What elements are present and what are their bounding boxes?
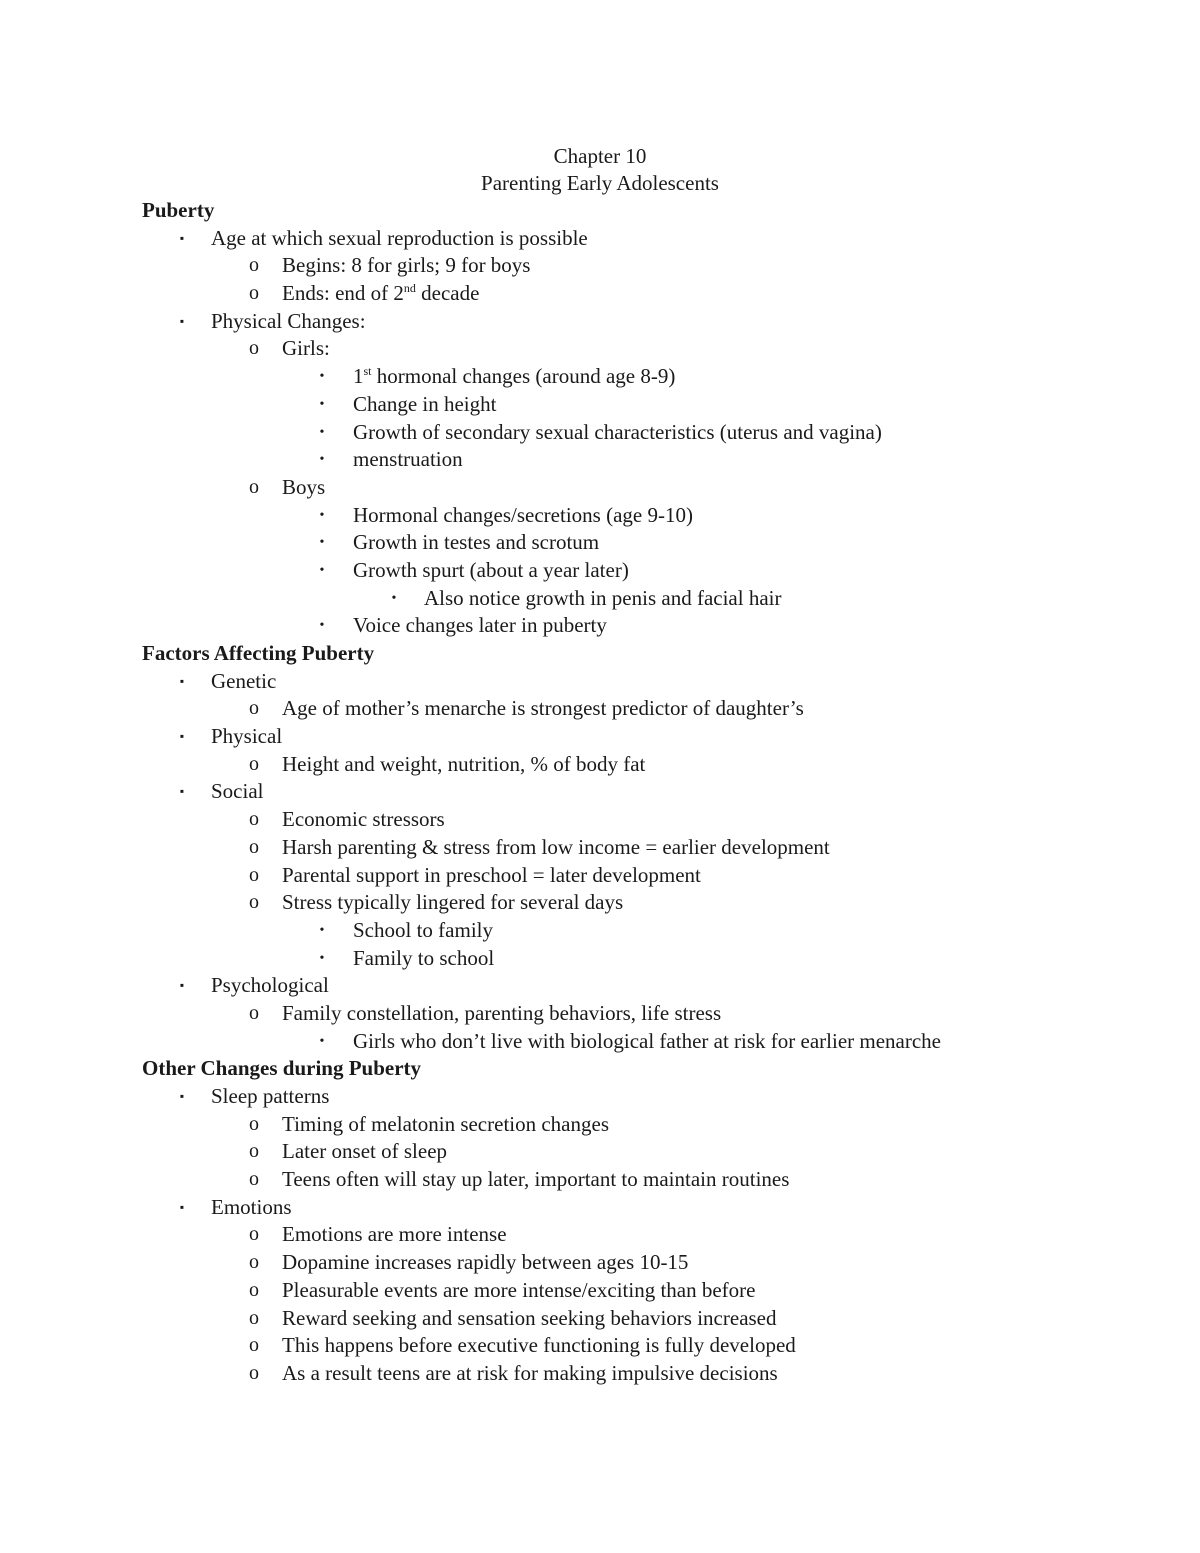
list-item	[0, 723, 1200, 751]
circle-bullet-icon: o	[249, 1251, 259, 1274]
circle-bullet-icon: o	[249, 1223, 259, 1246]
circle-bullet-icon: o	[249, 475, 259, 498]
list-item-text: Economic stressors	[282, 807, 445, 832]
list-item-text: Girls who don’t live with biological father at risk for earlier menarche	[353, 1028, 941, 1053]
chapter-title: Chapter 10	[553, 144, 647, 168]
list-item	[0, 474, 1200, 502]
list-item	[0, 1332, 1200, 1360]
circle-bullet-icon: o	[249, 1168, 259, 1191]
list-item-text: Family constellation, parenting behaviors, life stress	[282, 1000, 722, 1025]
list-item	[0, 778, 1200, 806]
list-item-text: Change in height	[353, 391, 497, 416]
list-item	[0, 1249, 1200, 1277]
list-item-text: Harsh parenting & stress from low income = earlier development	[282, 834, 830, 859]
list-item-text: Psychological	[211, 973, 329, 998]
text-part: Ends: end of 2	[282, 281, 404, 306]
list-item-text: Parental support in preschool = later development	[282, 862, 701, 887]
text-part: decade	[415, 281, 480, 306]
section-heading-row	[0, 197, 1200, 225]
dot-bullet-icon: •	[319, 1033, 325, 1049]
list-item-text: Growth of secondary sexual characteristics (uterus and vagina)	[353, 419, 882, 444]
list-item	[0, 502, 1200, 530]
list-item	[0, 1166, 1200, 1194]
dot-bullet-icon: •	[319, 452, 325, 468]
text-part: 1	[353, 364, 364, 389]
list-item-text: menstruation	[353, 447, 463, 472]
list-item-text: As a result teens are at risk for making impulsive decisions	[282, 1360, 778, 1385]
list-item-text: Later onset of sleep	[282, 1139, 448, 1164]
section-heading-puberty: Puberty	[142, 198, 215, 222]
list-item	[0, 1277, 1200, 1305]
list-item	[0, 446, 1200, 474]
circle-bullet-icon: o	[249, 1278, 259, 1301]
list-item-text: Teens often will stay up later, important to maintain routines	[282, 1167, 790, 1192]
circle-bullet-icon: o	[249, 1361, 259, 1384]
superscript: st	[363, 364, 372, 379]
list-item-text: Genetic	[211, 668, 277, 693]
square-bullet-icon: ▪	[179, 230, 185, 245]
list-item-text: Growth in testes and scrotum	[353, 530, 600, 555]
list-item	[0, 391, 1200, 419]
list-item-text: Dopamine increases rapidly between ages 10-15	[282, 1250, 689, 1275]
list-item-text: Reward seeking and sensation seeking behaviors increased	[282, 1305, 777, 1330]
dot-bullet-icon: •	[319, 535, 325, 551]
square-bullet-icon: ▪	[179, 784, 185, 799]
dot-bullet-icon: •	[319, 396, 325, 412]
list-item-text: Pleasurable events are more intense/exciting than before	[282, 1277, 756, 1302]
list-item-text: Girls:	[282, 336, 330, 361]
list-item-text	[353, 363, 675, 391]
list-item	[0, 751, 1200, 779]
circle-bullet-icon: o	[249, 1334, 259, 1357]
circle-bullet-icon: o	[249, 1112, 259, 1135]
circle-bullet-icon: o	[249, 282, 259, 305]
text-part: hormonal changes (around age 8-9)	[371, 364, 676, 389]
list-item-text: Age of mother’s menarche is strongest predictor of daughter’s	[282, 696, 804, 721]
chapter-subtitle: Parenting Early Adolescents	[481, 171, 719, 195]
list-item-text: Also notice growth in penis and facial hair	[424, 585, 782, 610]
dot-bullet-icon: •	[319, 562, 325, 578]
square-bullet-icon: ▪	[179, 673, 185, 688]
list-item-text: Timing of melatonin secretion changes	[282, 1111, 609, 1136]
list-item-text: Begins: 8 for girls; 9 for boys	[282, 253, 531, 278]
title-block	[0, 143, 1200, 197]
circle-bullet-icon: o	[249, 863, 259, 886]
list-item-text: Physical	[211, 724, 283, 749]
list-item-text: Stress typically lingered for several days	[282, 890, 624, 915]
circle-bullet-icon: o	[249, 254, 259, 277]
square-bullet-icon: ▪	[179, 978, 185, 993]
list-item	[0, 585, 1200, 613]
list-item	[0, 252, 1200, 280]
list-item	[0, 557, 1200, 585]
section-heading-other-changes: Other Changes during Puberty	[142, 1056, 422, 1081]
circle-bullet-icon: o	[249, 835, 259, 858]
dot-bullet-icon: •	[391, 590, 397, 606]
list-item-text: Emotions	[211, 1194, 292, 1219]
list-item-text: Age at which sexual reproduction is possible	[211, 225, 588, 250]
circle-bullet-icon: o	[249, 697, 259, 720]
list-item	[0, 695, 1200, 723]
list-item	[0, 363, 1200, 391]
dot-bullet-icon: •	[319, 369, 325, 385]
list-item-text: Sleep patterns	[211, 1084, 330, 1108]
list-item	[0, 1028, 1200, 1056]
list-item-text: Physical Changes:	[211, 308, 366, 333]
list-item	[0, 612, 1200, 640]
list-item-text: Height and weight, nutrition, % of body fat	[282, 751, 646, 776]
list-item-text: Boys	[282, 474, 326, 499]
list-item	[0, 1083, 1200, 1111]
circle-bullet-icon: o	[249, 808, 259, 831]
outline-content	[0, 197, 1200, 1388]
dot-bullet-icon: •	[319, 507, 325, 523]
list-item	[0, 889, 1200, 917]
list-item-text	[282, 280, 479, 308]
list-item	[0, 335, 1200, 363]
list-item	[0, 834, 1200, 862]
list-item	[0, 1305, 1200, 1333]
list-item	[0, 529, 1200, 557]
list-item-text: Social	[211, 779, 264, 804]
circle-bullet-icon: o	[249, 891, 259, 914]
square-bullet-icon: ▪	[179, 1199, 185, 1214]
list-item	[0, 1194, 1200, 1222]
list-item	[0, 917, 1200, 945]
list-item	[0, 225, 1200, 253]
list-item	[0, 280, 1200, 308]
list-item-text: Growth spurt (about a year later)	[353, 557, 629, 582]
list-item	[0, 862, 1200, 890]
section-heading-factors: Factors Affecting Puberty	[142, 641, 375, 665]
list-item	[0, 1000, 1200, 1028]
list-item	[0, 668, 1200, 696]
list-item	[0, 806, 1200, 834]
list-item	[0, 1221, 1200, 1249]
list-item	[0, 308, 1200, 336]
list-item-text: This happens before executive functioning is fully developed	[282, 1333, 796, 1358]
superscript: nd	[403, 281, 416, 296]
circle-bullet-icon: o	[249, 1001, 259, 1024]
square-bullet-icon: ▪	[179, 1089, 185, 1103]
list-item	[0, 972, 1200, 1000]
list-item-text: Voice changes later in puberty	[353, 613, 607, 638]
list-item	[0, 419, 1200, 447]
dot-bullet-icon: •	[319, 950, 325, 966]
list-item-text: Family to school	[353, 945, 495, 970]
list-item	[0, 1111, 1200, 1139]
list-item-text: Hormonal changes/secretions (age 9-10)	[353, 502, 693, 527]
list-item-text: Emotions are more intense	[282, 1222, 507, 1247]
list-item	[0, 945, 1200, 973]
square-bullet-icon: ▪	[179, 729, 185, 744]
section-heading-row	[0, 640, 1200, 668]
dot-bullet-icon: •	[319, 922, 325, 938]
circle-bullet-icon: o	[249, 1306, 259, 1329]
square-bullet-icon: ▪	[179, 313, 185, 328]
list-item	[0, 1138, 1200, 1166]
list-item	[0, 1360, 1200, 1388]
dot-bullet-icon: •	[319, 618, 325, 634]
list-item-text: School to family	[353, 917, 493, 942]
circle-bullet-icon: o	[249, 337, 259, 360]
dot-bullet-icon: •	[319, 424, 325, 440]
circle-bullet-icon: o	[249, 752, 259, 775]
circle-bullet-icon: o	[249, 1140, 259, 1163]
section-heading-row	[0, 1055, 1200, 1083]
